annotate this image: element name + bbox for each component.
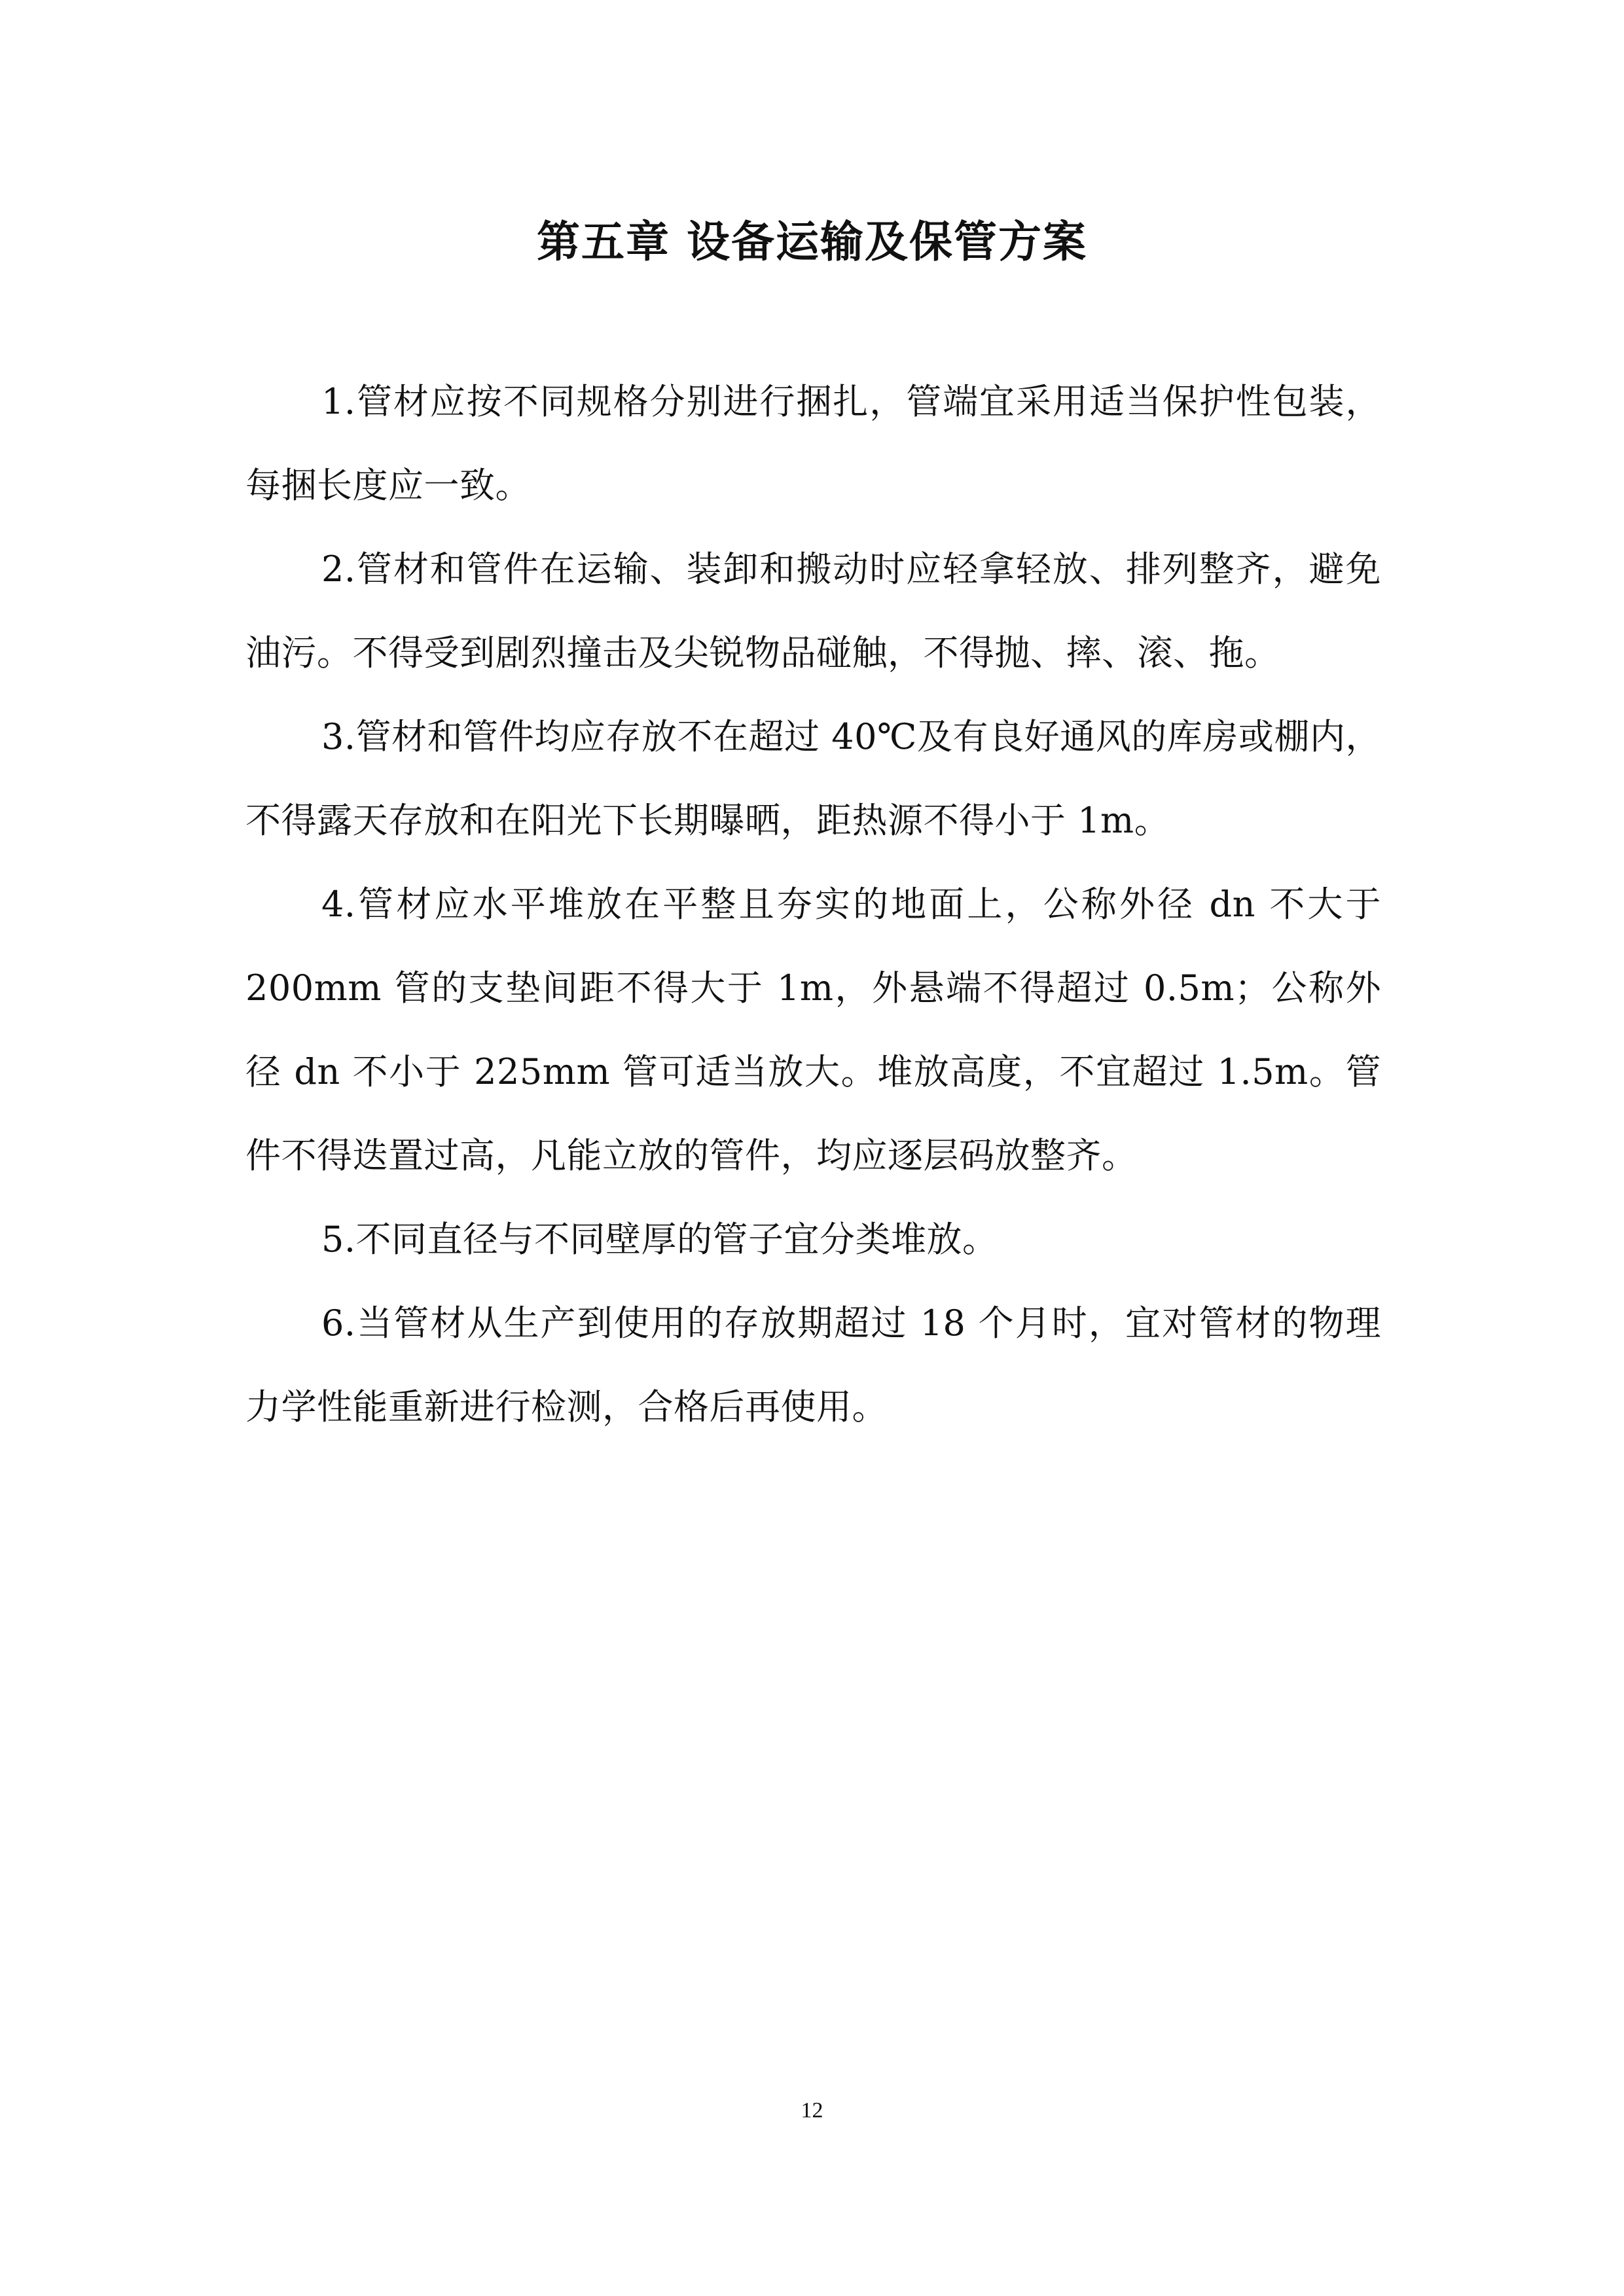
paragraph-4: 4.管材应水平堆放在平整且夯实的地面上，公称外径 dn 不大于 200mm 管的支垫间距不得大于 1m，外悬端不得超过 0.5m；公称外径 dn 不小于 225mm 管可适当放大。堆放高度，不宜超过 1.5m。管件不得迭置过高，凡能立放的管件，均应逐层码放整齐。: [245, 884, 1381, 1176]
paragraph-5: 5.不同直径与不同壁厚的管子宜分类堆放。: [321, 1219, 998, 1260]
page-title: 第五章 设备运输及保管方案: [537, 217, 1087, 267]
paragraph-6: 6.当管材从生产到使用的存放期超过 18 个月时，宜对管材的物理力学性能重新进行检测，合格后再使用。: [245, 1302, 1381, 1427]
paragraph-3: 3.管材和管件均应存放不在超过 40℃及有良好通风的库房或棚内，不得露天存放和在阳光下长期曝晒，距热源不得小于 1m。: [245, 716, 1381, 841]
paragraph-2: 2.管材和管件在运输、装卸和搬动时应轻拿轻放、排列整齐，避免油污。不得受到剧烈撞击及尖锐物品碰触，不得抛、摔、滚、拖。: [245, 548, 1381, 673]
document-body: [245, 360, 1381, 1449]
paragraph-1: 1.管材应按不同规格分别进行捆扎，管端宜采用适当保护性包装，每捆长度应一致。: [245, 381, 1381, 506]
page-number: 12: [801, 2098, 823, 2123]
